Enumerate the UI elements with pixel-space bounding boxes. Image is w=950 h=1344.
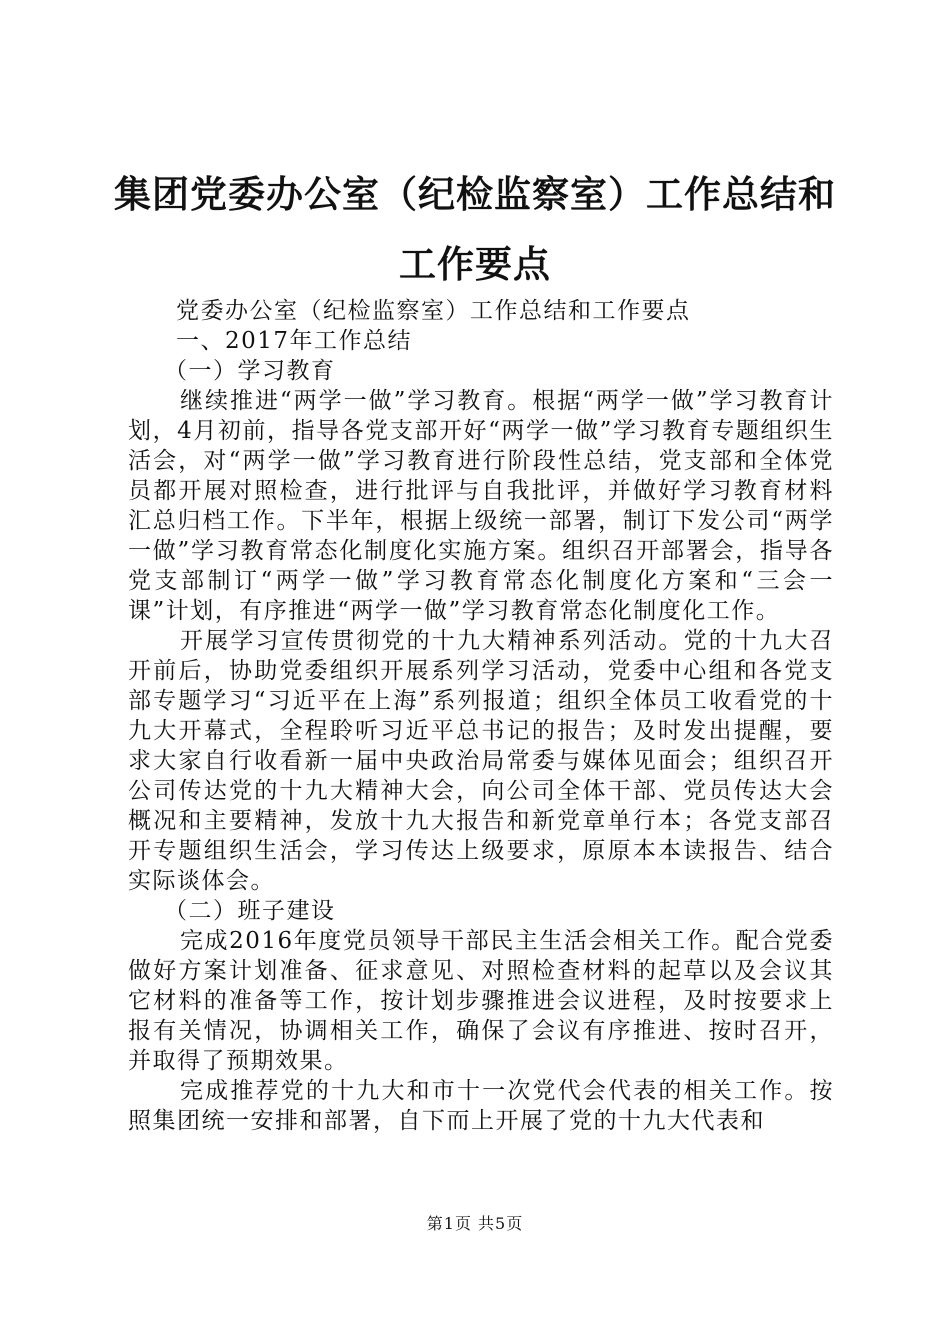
paragraph: 开展学习宣传贯彻党的十九大精神系列活动。党的十九大召开前后，协助党委组织开展系列学习活动，党委中心组和各党支部专题学习“习近平在上海”系列报道；组织全体员工收看党的十九大开幕式，全程聆听习近平总书记的报告；及时发出提醒，要求大家自行收看新一届中央政治局常委与媒体见面会；组织召开公司传达党的十九大精神大会，向公司全体干部、党员传达大会概况和主要精神，发放十九大报告和新党章单行本；各党支部召开专题组织生活会，学习传达上级要求，原原本本读报告、结合实际谈体会。: [128, 628, 834, 894]
paragraph: 完成2016年度党员领导干部民主生活会相关工作。配合党委做好方案计划准备、征求意见、对照检查材料的起草以及会议其它材料的准备等工作，按计划步骤推进会议进程，及时按要求上报有关情况，协调相关工作，确保了会议有序推进、按时召开，并取得了预期效果。: [128, 928, 834, 1074]
document-title: 集团党委办公室（纪检监察室）工作总结和工作要点: [114, 173, 836, 286]
section-heading: 一、2017年工作总结: [176, 328, 413, 354]
paragraph: 完成推荐党的十九大和市十一次党代会代表的相关工作。按照集团统一安排和部署，自下而上开展了党的十九大代表和: [128, 1078, 834, 1134]
document-subtitle: 党委办公室（纪检监察室）工作总结和工作要点: [176, 298, 691, 324]
subsection-heading-team: （二）班子建设: [164, 898, 336, 924]
subsection-heading-study: （一）学习教育: [164, 358, 336, 384]
page-footer: 第1页 共5页: [426, 1214, 524, 1233]
document-body: [128, 296, 834, 1136]
paragraph: 继续推进“两学一做”学习教育。根据“两学一做”学习教育计划，4月初前，指导各党支部开好“两学一做”学习教育专题组织生活会，对“两学一做”学习教育进行阶段性总结，党支部和全体党员都开展对照检查，进行批评与自我批评，并做好学习教育材料汇总归档工作。下半年，根据上级统一部署，制订下发公司“两学一做”学习教育常态化制度化实施方案。组织召开部署会，指导各党支部制订“两学一做”学习教育常态化制度化方案和“三会一课”计划，有序推进“两学一做”学习教育常态化制度化工作。: [128, 388, 834, 624]
